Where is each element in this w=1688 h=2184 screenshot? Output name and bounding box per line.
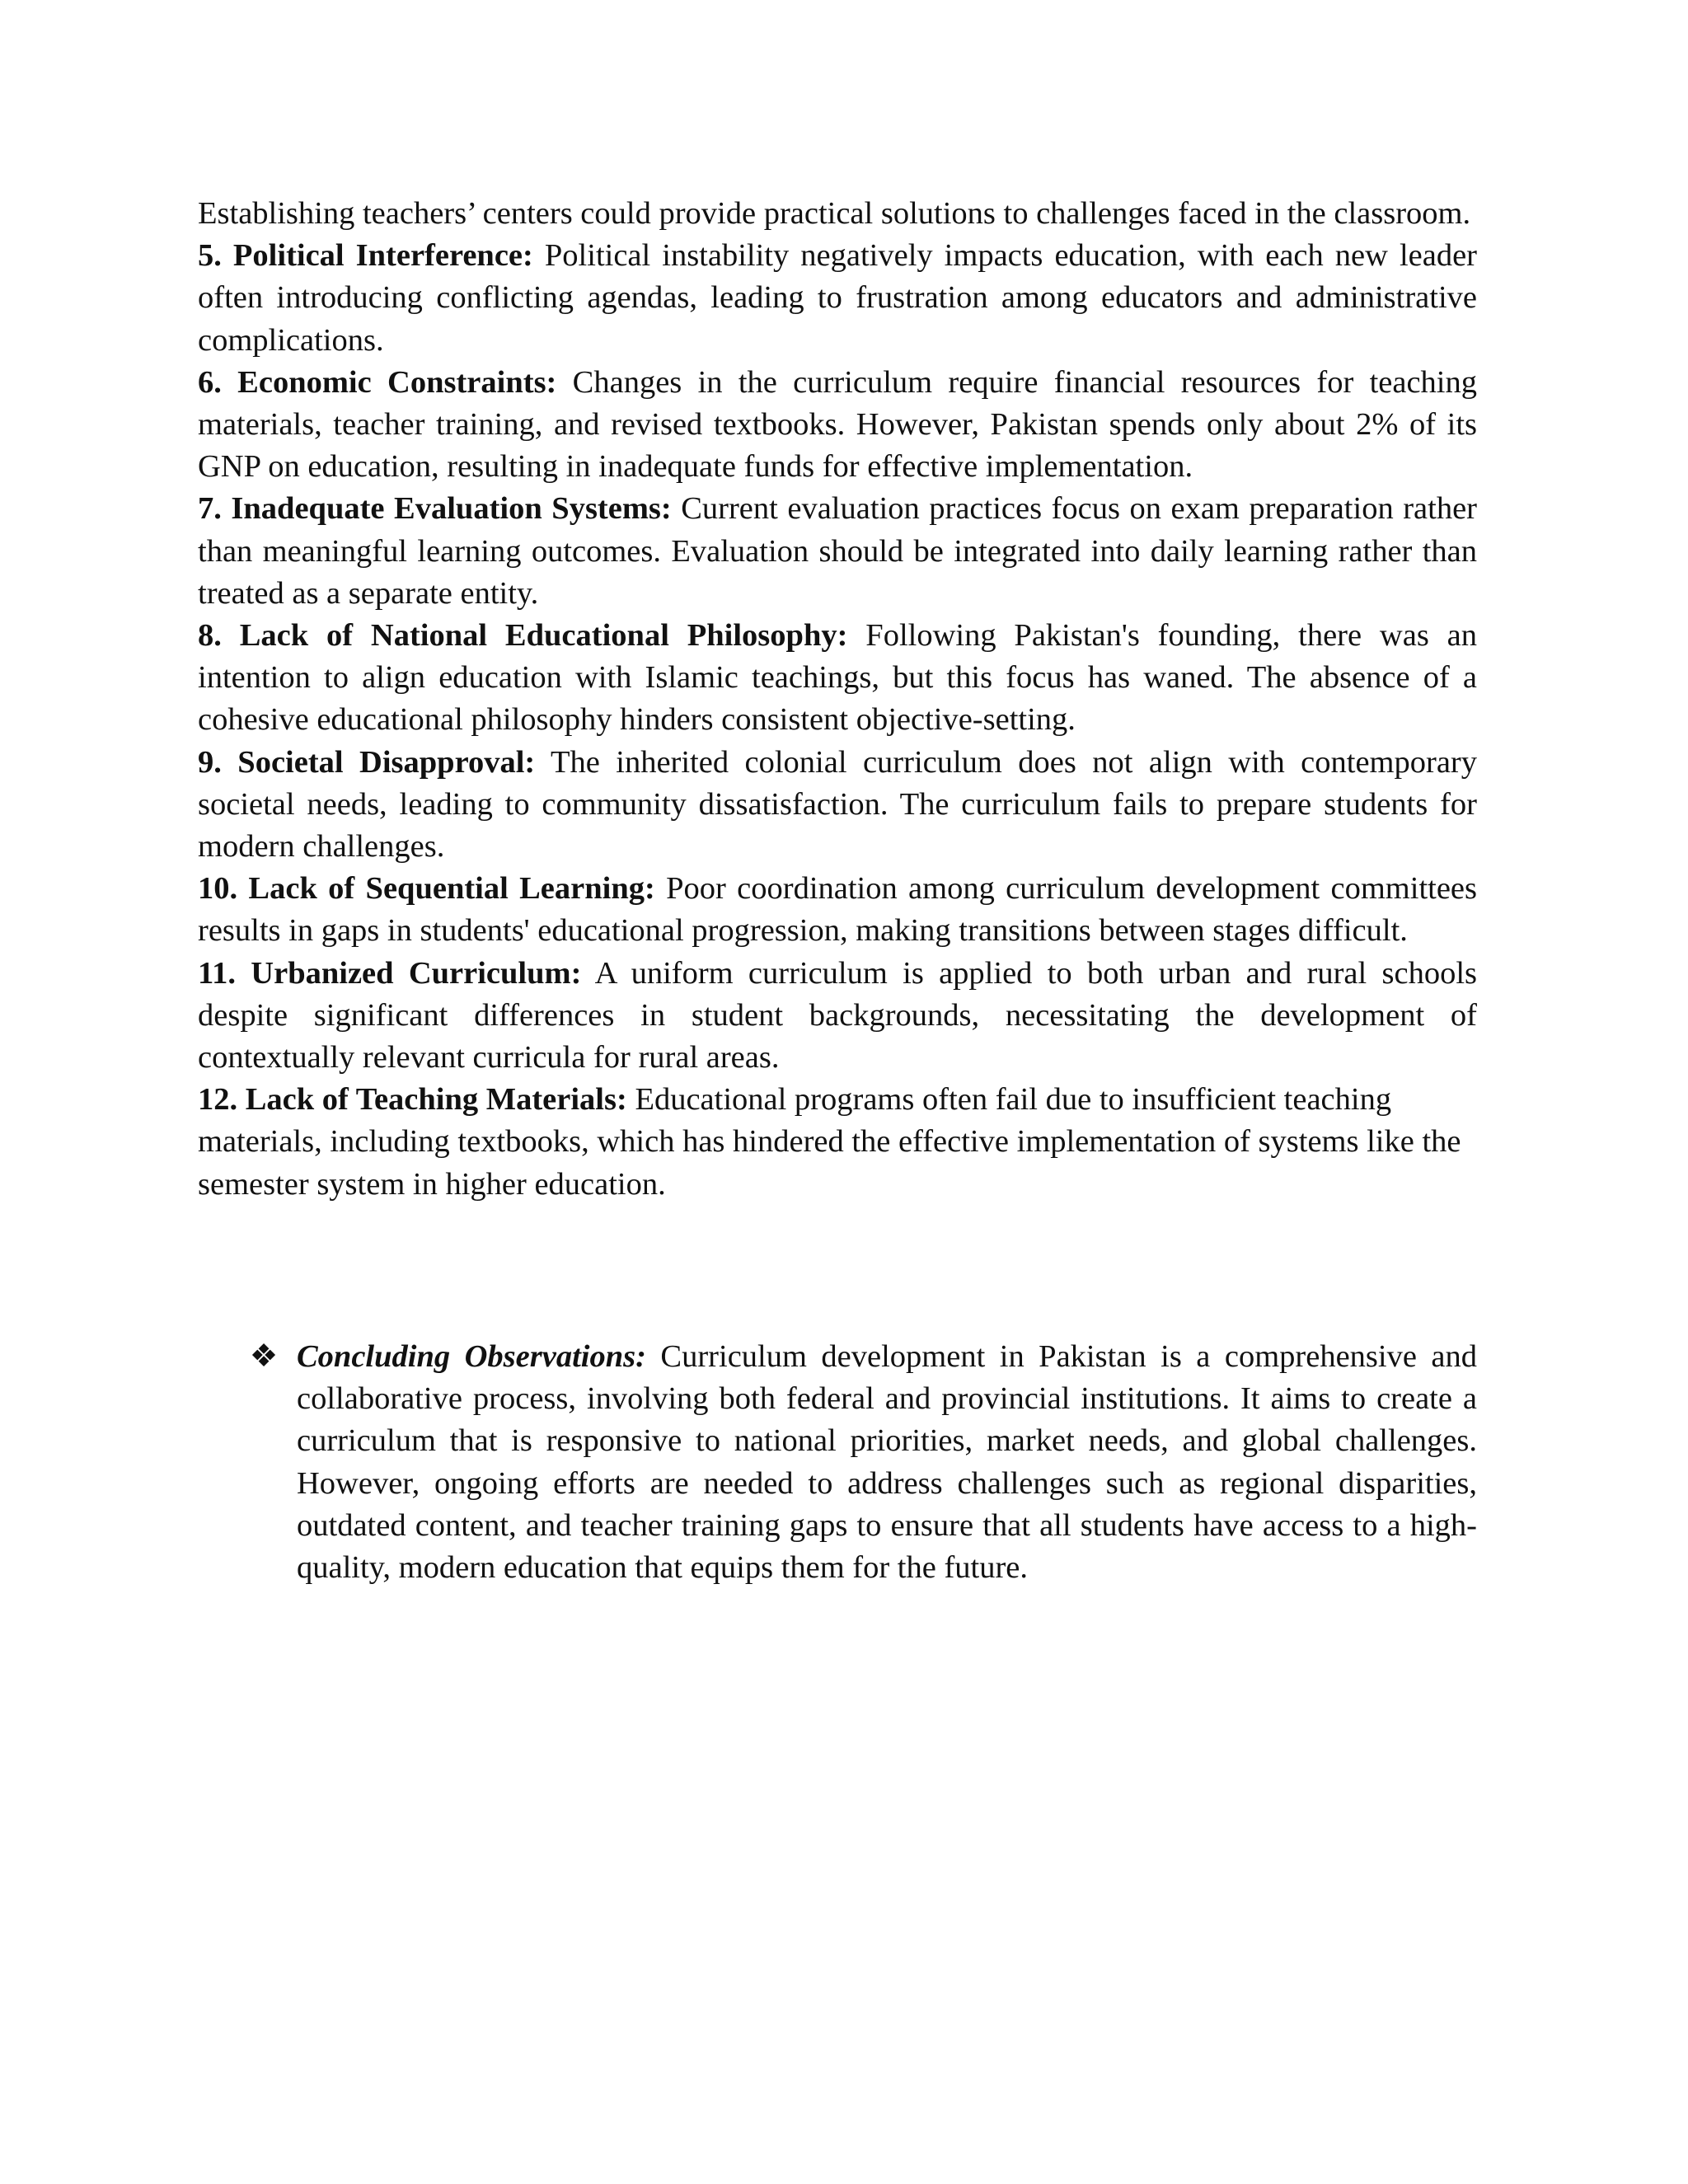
item-text: Current evaluation practices focus on exam preparation rather than meaningful learning outcomes. Evaluation should be integrated into daily learning rather than treated as a separate entity. <box>198 491 1477 611</box>
diamond-bullet-icon: ❖ <box>249 1338 279 1374</box>
item-urbanized-curriculum <box>198 953 1477 1080</box>
conclusion-heading: Concluding Observations: <box>297 1339 646 1374</box>
item-text: Poor coordination among curriculum development committees results in gaps in students' educational progression, making transitions between stages difficult. <box>198 871 1477 949</box>
item-heading: 11. Urbanized Curriculum: <box>198 955 582 991</box>
item-text: Political instability negatively impacts education, with each new leader often introducing conflicting agendas, leading to frustration among educators and administrative complications. <box>198 238 1478 358</box>
item-political-interference <box>198 235 1477 362</box>
item-heading: 7. Inadequate Evaluation Systems: <box>198 491 672 527</box>
intro-paragraph: Establishing teachers’ centers could provide practical solutions to challenges faced in the classroom. <box>198 196 1471 231</box>
item-inadequate-evaluation <box>198 488 1477 615</box>
item-teaching-materials <box>198 1079 1477 1206</box>
item-text: Changes in the curriculum require financial resources for teaching materials, teacher training, and revised textbooks. However, Pakistan spends only about 2% of its GNP on education, resulting in inadequate funds for effective implementation. <box>198 364 1477 485</box>
item-text: The inherited colonial curriculum does not align with contemporary societal needs, leading to community dissatisfaction. The curriculum fails to prepare students for modern challenges. <box>198 744 1477 865</box>
conclusion-text: Curriculum development in Pakistan is a comprehensive and collaborative process, involving both federal and provincial institutions. It aims to create a curriculum that is responsive to national priorities, market needs, and global challenges. However, ongoing efforts are needed to address challenges such as regional disparities, outdated content, and teacher training gaps to ensure that all students have access to a high-quality, modern education that equips them for the future. <box>297 1339 1477 1586</box>
item-national-philosophy <box>198 615 1477 742</box>
item-heading: 9. Societal Disapproval: <box>198 744 536 780</box>
item-text: Following Pakistan's founding, there was an intention to align education with Islamic teachings, but this focus has waned. The absence of a cohesive educational philosophy hinders consistent objective-setting. <box>198 618 1477 738</box>
concluding-observations <box>198 1336 1477 1589</box>
item-economic-constraints <box>198 362 1477 489</box>
item-heading: 6. Economic Constraints: <box>198 364 557 400</box>
body-text <box>198 193 1477 1206</box>
item-heading: 12. Lack of Teaching Materials: <box>198 1082 627 1118</box>
conclusion-paragraph <box>297 1336 1477 1589</box>
item-societal-disapproval <box>198 742 1477 869</box>
item-heading: 8. Lack of National Educational Philosophy: <box>198 618 848 654</box>
item-sequential-learning <box>198 868 1477 952</box>
item-text: A uniform curriculum is applied to both urban and rural schools despite significant differences in student backgrounds, necessitating the development of contextually relevant curricula for rural areas. <box>198 955 1478 1076</box>
item-heading: 10. Lack of Sequential Learning: <box>198 871 655 907</box>
item-text: Educational programs often fail due to insufficient teaching materials, including textbooks, which has hindered the effective implementation of systems like the semester system in higher education. <box>198 1082 1461 1202</box>
item-heading: 5. Political Interference: <box>198 238 533 274</box>
